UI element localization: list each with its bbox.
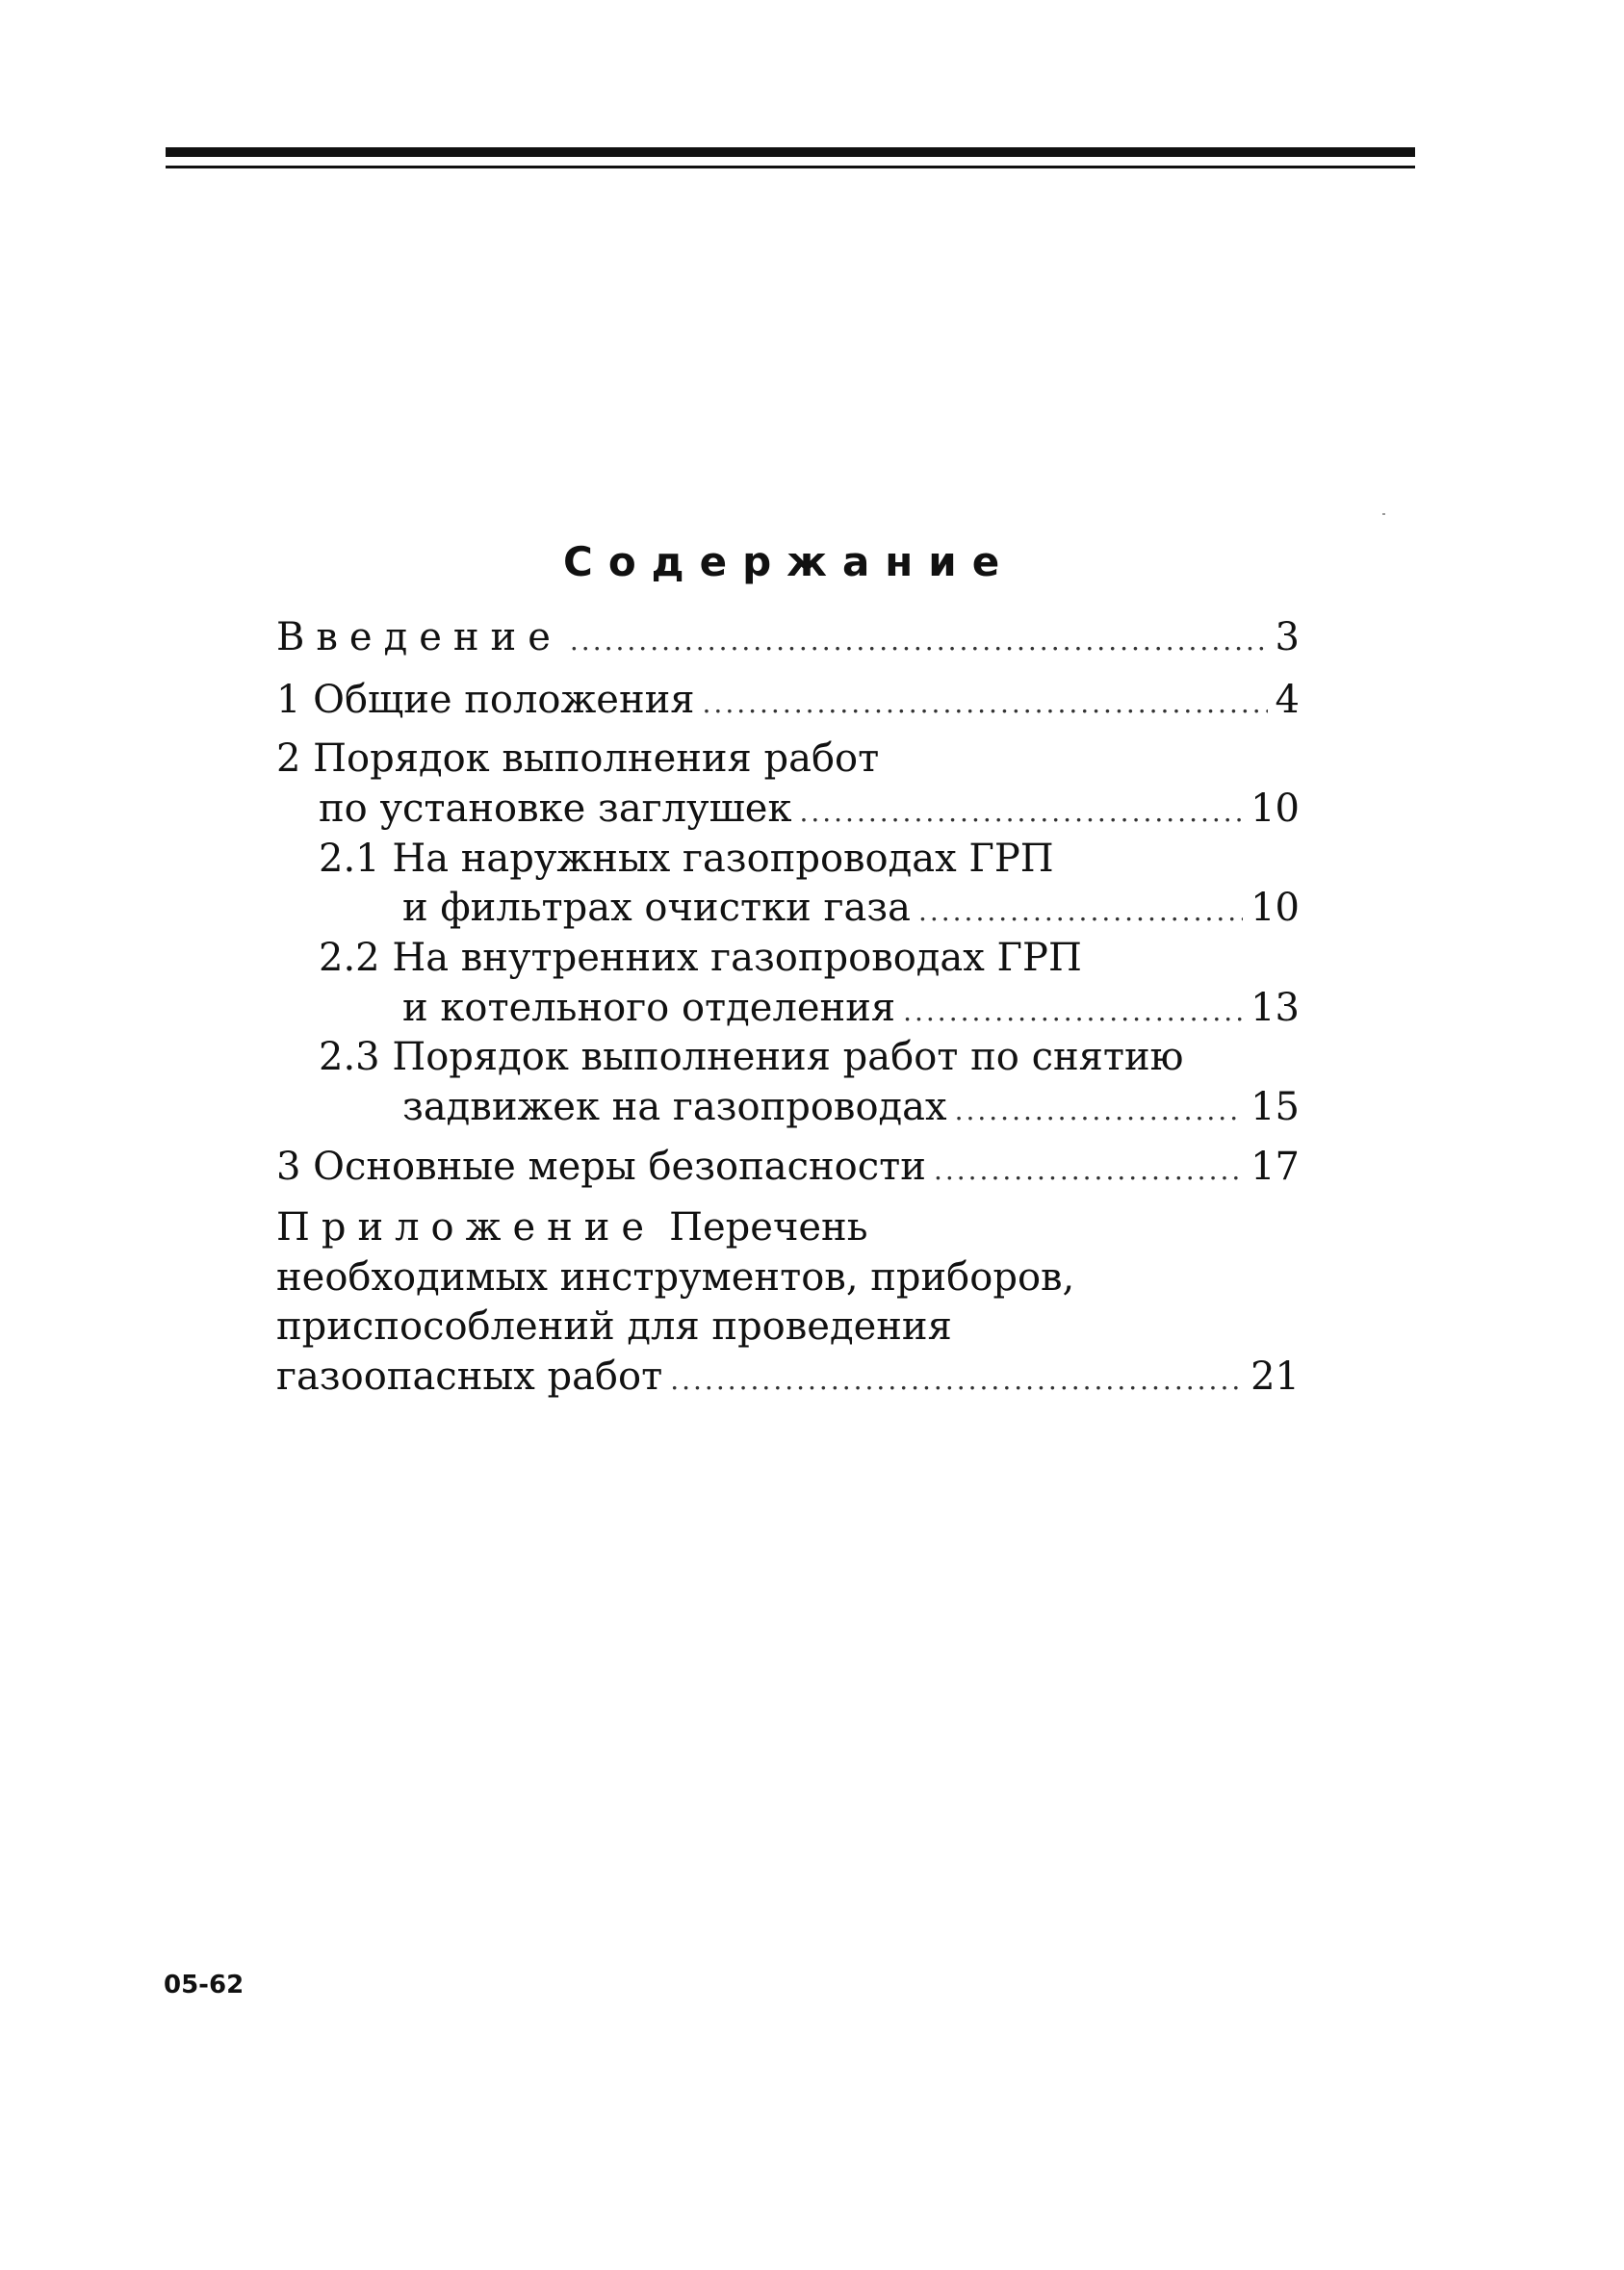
document-code: 05-62 xyxy=(164,1971,245,1999)
toc-entry-label: по установке заглушек xyxy=(319,787,792,831)
toc-entry-intro[interactable] xyxy=(276,613,1300,661)
toc-title: Содержание xyxy=(563,538,1016,585)
toc-entry-label: 2.1 На наружных газопроводах ГРП xyxy=(319,837,1054,881)
toc-page-number: 15 xyxy=(1250,1085,1300,1129)
toc-entry-label: 2.2 На внутренних газопроводах ГРП xyxy=(319,936,1082,980)
toc-page-number: 10 xyxy=(1250,787,1300,831)
toc-page-number: 4 xyxy=(1275,678,1300,722)
toc-entry-label: 2.3 Порядок выполнения работ по снятию xyxy=(319,1035,1184,1079)
toc-leader-dots xyxy=(918,888,1243,936)
toc-page-number: 13 xyxy=(1250,986,1300,1030)
toc-entry-label: 2 Порядок выполнения работ xyxy=(276,736,880,781)
toc-entry-section-3[interactable] xyxy=(276,1143,1300,1191)
toc-entry-section-2-2-line1[interactable] xyxy=(319,934,1082,982)
toc-entry-label: необходимых инструментов, приборов, xyxy=(276,1255,1075,1300)
toc-entry-appendix-line3[interactable] xyxy=(276,1303,952,1351)
toc-leader-dots xyxy=(955,1087,1244,1135)
toc-entry-section-2-line2[interactable] xyxy=(319,785,1300,833)
toc-page-number: 10 xyxy=(1250,886,1300,930)
toc-entry-label: 3 Основные меры безопасности xyxy=(276,1145,926,1189)
toc-leader-dots xyxy=(570,617,1268,665)
toc-entry-section-2-1-line2[interactable] xyxy=(402,884,1300,932)
toc-leader-dots xyxy=(703,680,1268,728)
toc-entry-section-2-3-line1[interactable] xyxy=(319,1033,1184,1081)
toc-entry-label: Введение xyxy=(276,615,562,659)
toc-entry-label: газоопасных работ xyxy=(276,1354,663,1399)
toc-entry-label: и котельного отделения xyxy=(402,986,896,1030)
toc-leader-dots xyxy=(799,788,1243,837)
toc-leader-dots xyxy=(670,1356,1243,1405)
toc-entry-section-2-1-line1[interactable] xyxy=(319,835,1054,883)
toc-entry-section-2-2-line2[interactable] xyxy=(402,984,1300,1032)
toc-appendix-word: Приложение xyxy=(276,1205,657,1250)
toc-entry-label: Перечень xyxy=(669,1205,868,1250)
toc-entry-section-1[interactable] xyxy=(276,676,1300,724)
toc-entry-label: 1 Общие положения xyxy=(276,678,695,722)
toc-entry-appendix-line4[interactable] xyxy=(276,1353,1300,1401)
toc-leader-dots xyxy=(934,1147,1243,1195)
toc-entry-section-2-3-line2[interactable] xyxy=(402,1083,1300,1131)
scan-speck xyxy=(1382,513,1385,515)
toc-entry-section-2-line1[interactable] xyxy=(276,735,879,783)
header-rule-thick xyxy=(166,147,1415,157)
toc-entry-appendix-line1[interactable] xyxy=(276,1203,868,1251)
toc-entry-appendix-line2[interactable] xyxy=(276,1253,1074,1302)
toc-entry-label: приспособлений для проведения xyxy=(276,1304,952,1349)
toc-entry-label: и фильтрах очистки газа xyxy=(402,886,911,930)
toc-entry-label: задвижек на газопроводах xyxy=(402,1085,947,1129)
header-rule-thin xyxy=(166,166,1415,168)
toc-leader-dots xyxy=(903,988,1243,1036)
toc-page-number: 17 xyxy=(1250,1145,1300,1189)
toc-page-number: 3 xyxy=(1275,615,1300,659)
toc-page-number: 21 xyxy=(1250,1354,1300,1399)
